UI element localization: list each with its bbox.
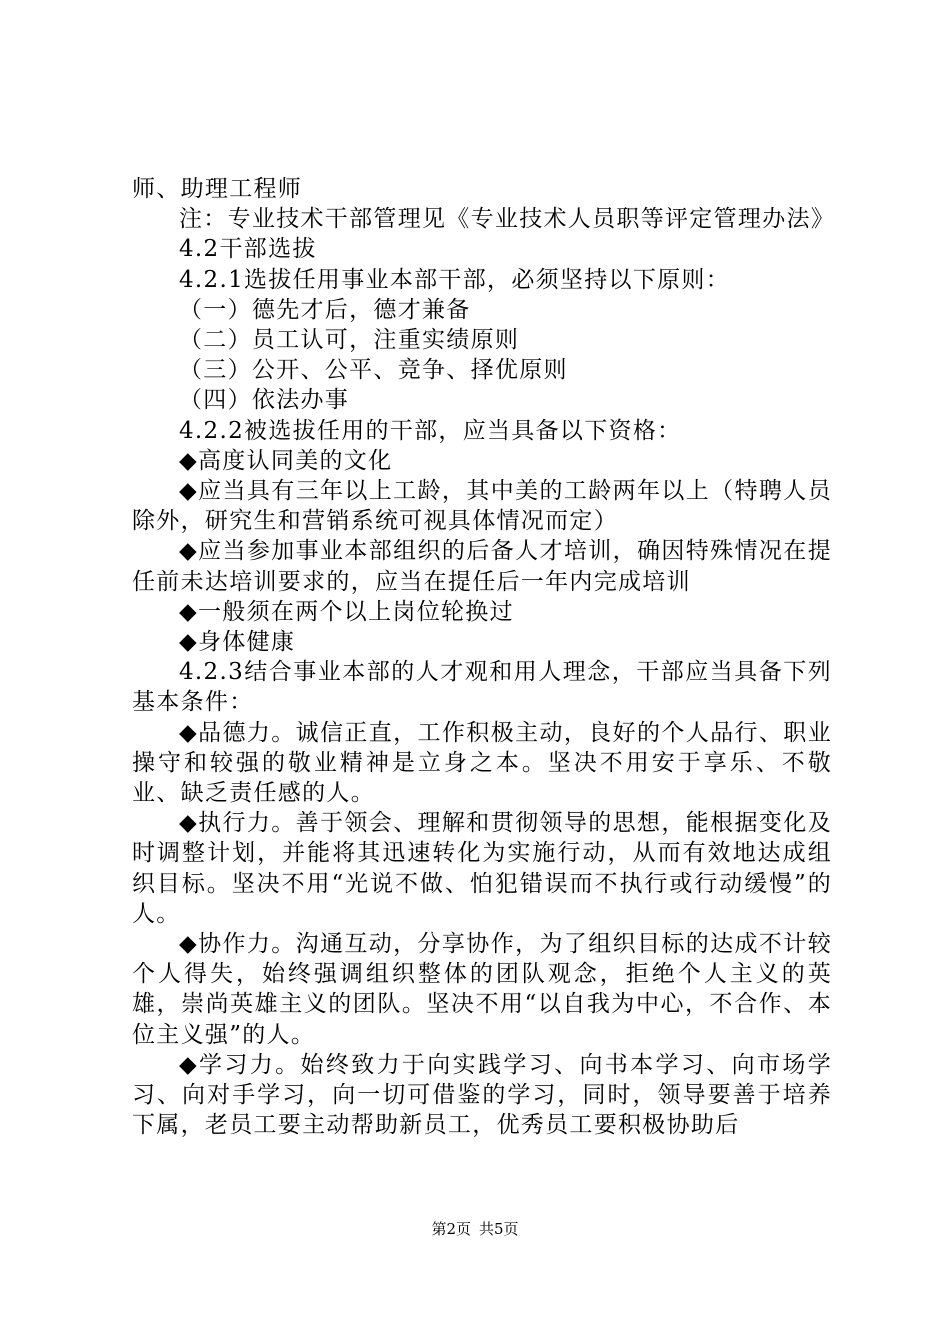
paragraph: 师、助理工程师 (132, 176, 303, 202)
list-item: （二）员工认可，注重实绩原则 (179, 327, 520, 354)
list-item: （一）德先才后，德才兼备 (179, 296, 471, 323)
bullet-item: ◆学习力。始终致力于向实践学习、向书本学习、向市场学习、向对手学习，向一切可借鉴的学习，同时，领导要善于培养下属，老员工要主动帮助新员工，优秀员工要积极协助后 (132, 1051, 832, 1139)
page-number: 第2页 (431, 1220, 471, 1238)
document-body (132, 174, 836, 1141)
paragraph: 4.2.2被选拔任用的干部，应当具备以下资格： (179, 417, 682, 444)
bullet-item: ◆应当具有三年以上工龄，其中美的工龄两年以上（特聘人员除外，研究生和营销系统可视具体情况而定） (132, 478, 832, 535)
paragraph: 4.2.3结合事业本部的人才观和用人理念，干部应当具备下列基本条件： (132, 659, 832, 716)
page-footer (0, 1218, 950, 1239)
bullet-item: ◆身体健康 (179, 629, 296, 656)
bullet-item: ◆执行力。善于领会、理解和贯彻领导的思想，能根据变化及时调整计划，并能将其迅速转化为实施行动，从而有效地达成组织目标。坚决不用“光说不做、怕犯错误而不执行或行动缓慢”的人。 (132, 810, 832, 927)
section-heading: 4.2干部选拔 (179, 236, 317, 263)
paragraph: 注：专业技术干部管理见《专业技术人员职等评定管理办法》 (179, 206, 836, 233)
list-item: （三）公开、公平、竞争、择优原则 (179, 357, 568, 384)
bullet-item: ◆高度认同美的文化 (179, 447, 393, 474)
bullet-item: ◆应当参加事业本部组织的后备人才培训，确因特殊情况在提任前未达培训要求的，应当在提任后一年内完成培训 (132, 538, 832, 595)
bullet-item: ◆一般须在两个以上岗位轮换过 (179, 598, 514, 625)
paragraph: 4.2.1选拔任用事业本部干部，必须坚持以下原则： (179, 266, 731, 293)
list-item: （四）依法办事 (179, 387, 350, 414)
bullet-item: ◆品德力。诚信正直，工作积极主动，良好的个人品行、职业操守和较强的敬业精神是立身之本。坚决不用安于享乐、不敬业、缺乏责任感的人。 (132, 719, 832, 807)
page-total: 共5页 (479, 1220, 519, 1238)
bullet-item: ◆协作力。沟通互动，分享协作，为了组织目标的达成不计较个人得失，始终强调组织整体的团队观念，拒绝个人主义的英雄，崇尚英雄主义的团队。坚决不用“以自我为中心，不合作、本位主义强”的人。 (132, 931, 832, 1048)
